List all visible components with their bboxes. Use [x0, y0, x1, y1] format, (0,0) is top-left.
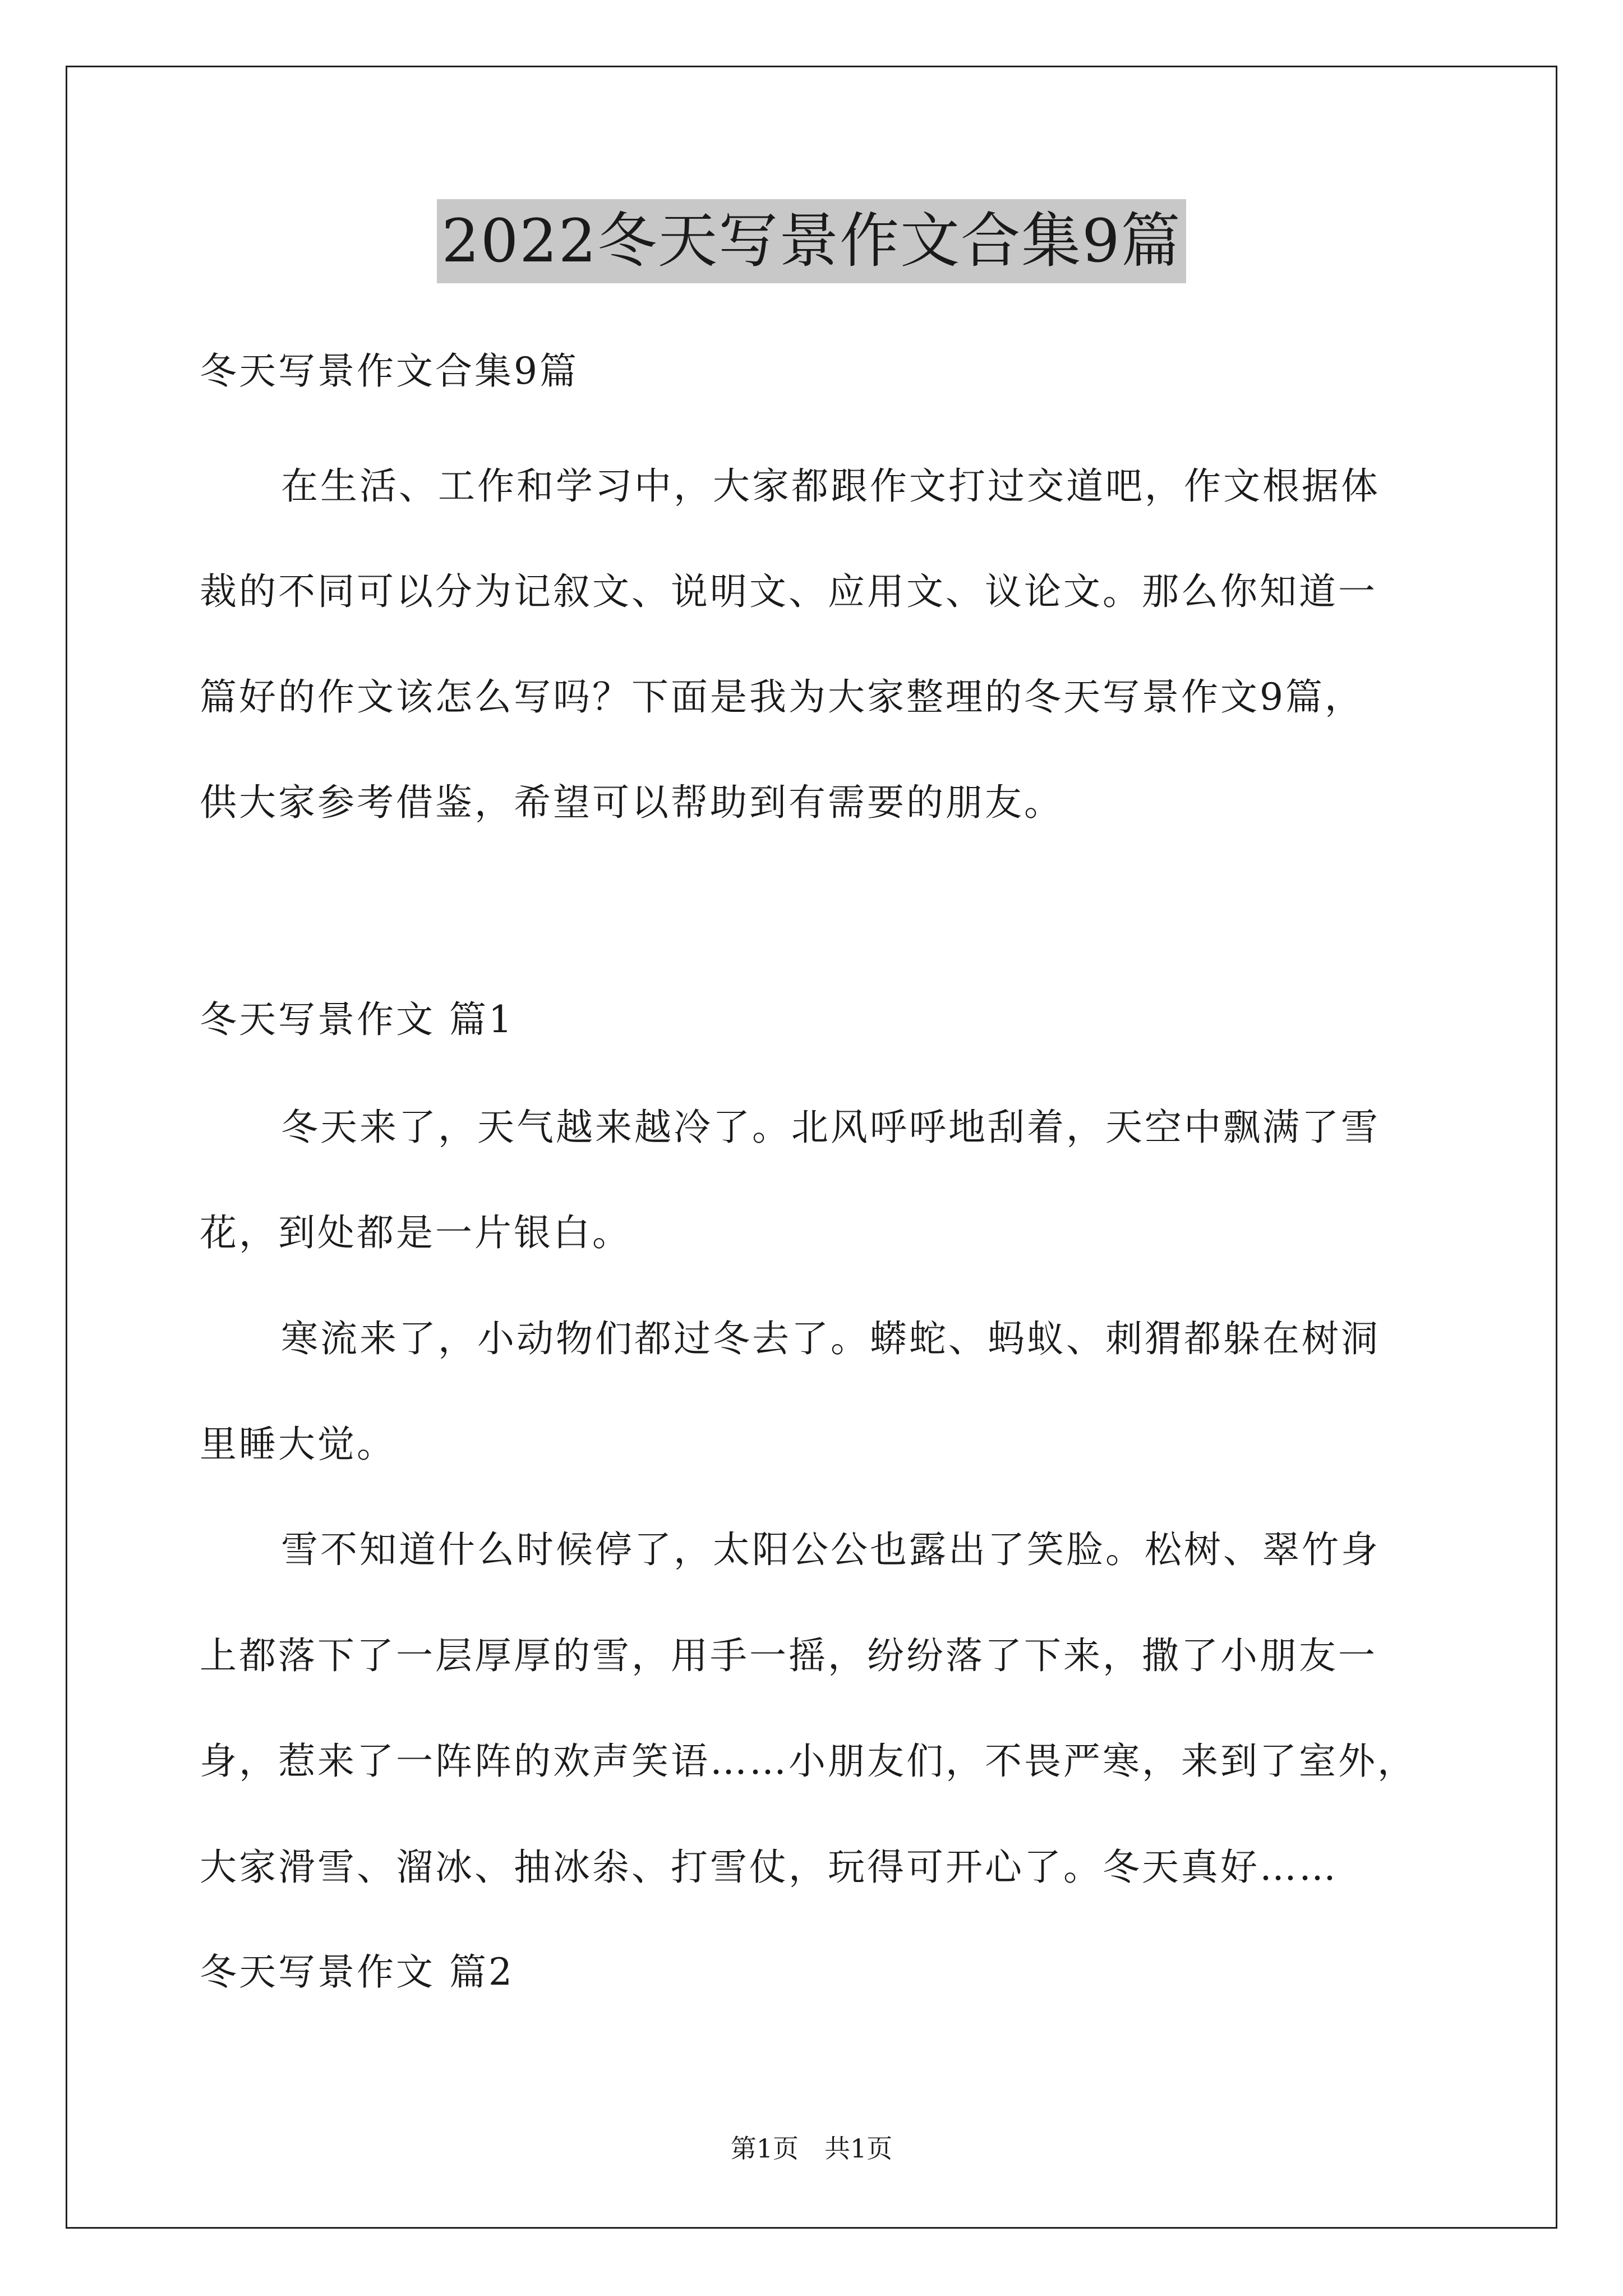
intro-line-2: 裁的不同可以分为记叙文、说明文、应用文、议论文。那么你知道一: [200, 570, 1377, 613]
paragraph-line: 寒流来了，小动物们都过冬去了。蟒蛇、蚂蚁、刺猬都躲在树洞: [281, 1317, 1380, 1360]
paragraph-line: 身，惹来了一阵阵的欢声笑语……小朋友们，不畏严寒，来到了室外，: [200, 1740, 1417, 1783]
paragraph-line: 上都落下了一层厚厚的雪，用手一摇，纷纷落了下来，撒了小朋友一: [200, 1634, 1377, 1677]
paragraph-line: 大家滑雪、溜冰、抽冰尜、打雪仗，玩得可开心了。冬天真好……: [200, 1846, 1338, 1889]
intro-line-4: 供大家参考借鉴，希望可以帮助到有需要的朋友。: [200, 781, 1063, 824]
paragraph-line: 里睡大觉。: [200, 1423, 396, 1466]
page-footer: 第1页 共1页: [730, 2133, 893, 2164]
title-wrap: [0, 199, 1623, 283]
section-heading-1: 冬天写景作文 篇1: [200, 998, 514, 1041]
subtitle-line: 冬天写景作文合集9篇: [200, 349, 579, 393]
paragraph-line: 雪不知道什么时候停了，太阳公公也露出了笑脸。松树、翠竹身: [281, 1528, 1380, 1571]
paragraph-line: 冬天来了，天气越来越冷了。北风呼呼地刮着，天空中飘满了雪: [281, 1106, 1380, 1149]
document-title: 2022冬天写景作文合集9篇: [437, 199, 1186, 283]
section-heading-2: 冬天写景作文 篇2: [200, 1950, 514, 1994]
paragraph-line: 花，到处都是一片银白。: [200, 1211, 631, 1254]
intro-line-3: 篇好的作文该怎么写吗？下面是我为大家整理的冬天写景作文9篇，: [200, 675, 1364, 719]
intro-line-1: 在生活、工作和学习中，大家都跟作文打过交道吧，作文根据体: [281, 464, 1380, 508]
